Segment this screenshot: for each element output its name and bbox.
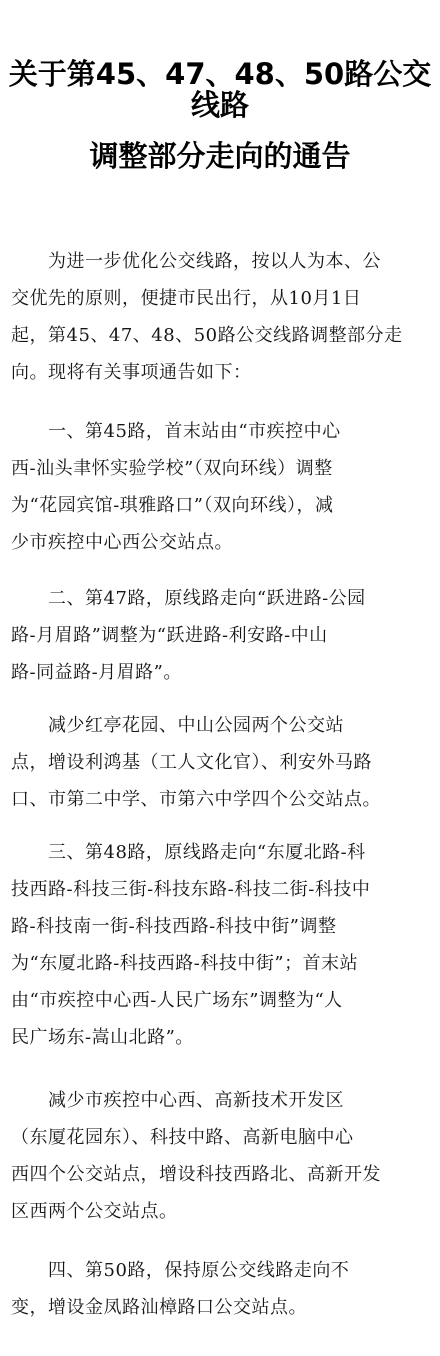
paragraph-line: 变，增设金凤路汕樟路口公交站点。 xyxy=(11,1297,307,1318)
route-48-paragraph xyxy=(11,834,431,1056)
route-50-paragraph xyxy=(11,1252,431,1326)
paragraph-line: 减少市疾控中心西、高新技术开发区 xyxy=(11,1090,344,1111)
notice-title-line-2: 线路 xyxy=(190,88,249,122)
paragraph-line: 由“市疾控中心西-人民广场东”调整为“人 xyxy=(11,990,343,1011)
route-47-paragraph xyxy=(11,580,431,691)
paragraph-line: 西-汕头聿怀实验学校”（双向环线）调整 xyxy=(11,458,333,479)
notice-title-line-3: 调整部分走向的通告 xyxy=(89,139,351,173)
paragraph-line: 起，第45、47、48、50路公交线路调整部分走 xyxy=(11,325,403,346)
paragraph-line: 为“花园宾馆-琪雅路口”（双向环线），减 xyxy=(11,495,334,516)
paragraph-line: 点，增设利鸿基（工人文化官）、利安外马路 xyxy=(11,752,372,773)
paragraph-line: 向。现将有关事项通告如下： xyxy=(11,362,252,383)
paragraph-line: 为“东厦北路-科技西路-科技中街”；首末站 xyxy=(11,953,359,974)
route-45-paragraph xyxy=(11,413,431,561)
paragraph-line: 为进一步优化公交线路，按以人为本、公 xyxy=(11,251,381,272)
paragraph-line: 交优先的原则，便捷市民出行，从10月1日 xyxy=(11,288,362,309)
paragraph-line: 少市疾控中心西公交站点。 xyxy=(11,532,233,553)
paragraph-line: 区西两个公交站点。 xyxy=(11,1201,178,1222)
paragraph-line: 路-科技南一街-科技西路-科技中街”调整 xyxy=(11,916,337,937)
paragraph-line: 路-同益路-月眉路”。 xyxy=(11,662,182,683)
paragraph-line: 四、第50路，保持原公交线路走向不 xyxy=(11,1260,350,1281)
paragraph-line: 口、市第二中学、市第六中学四个公交站点。 xyxy=(11,789,381,810)
paragraph-line: 减少红亭花园、中山公园两个公交站 xyxy=(11,715,344,736)
paragraph-line: 西四个公交站点，增设科技西路北、高新开发 xyxy=(11,1164,381,1185)
paragraph-line: 二、第47路，原线路走向“跃进路-公园 xyxy=(11,588,366,609)
paragraph-line: 路-月眉路”调整为“跃进路-利安路-中山 xyxy=(11,625,328,646)
paragraph-line: 技西路-科技三街-科技东路-科技二街-科技中 xyxy=(11,879,371,900)
route-48-stops-paragraph xyxy=(11,1082,431,1230)
intro-paragraph xyxy=(11,243,431,391)
paragraph-line: 民广场东-嵩山北路”。 xyxy=(11,1027,194,1048)
paragraph-line: （东厦花园东）、科技中路、高新电脑中心 xyxy=(11,1127,354,1148)
notice-title-line-1: 关于第45、47、48、50路公交 xyxy=(8,57,432,91)
paragraph-line: 一、第45路，首末站由“市疾控中心 xyxy=(11,421,341,442)
route-47-stops-paragraph xyxy=(11,707,431,818)
paragraph-line: 三、第48路，原线路走向“东厦北路-科 xyxy=(11,842,366,863)
